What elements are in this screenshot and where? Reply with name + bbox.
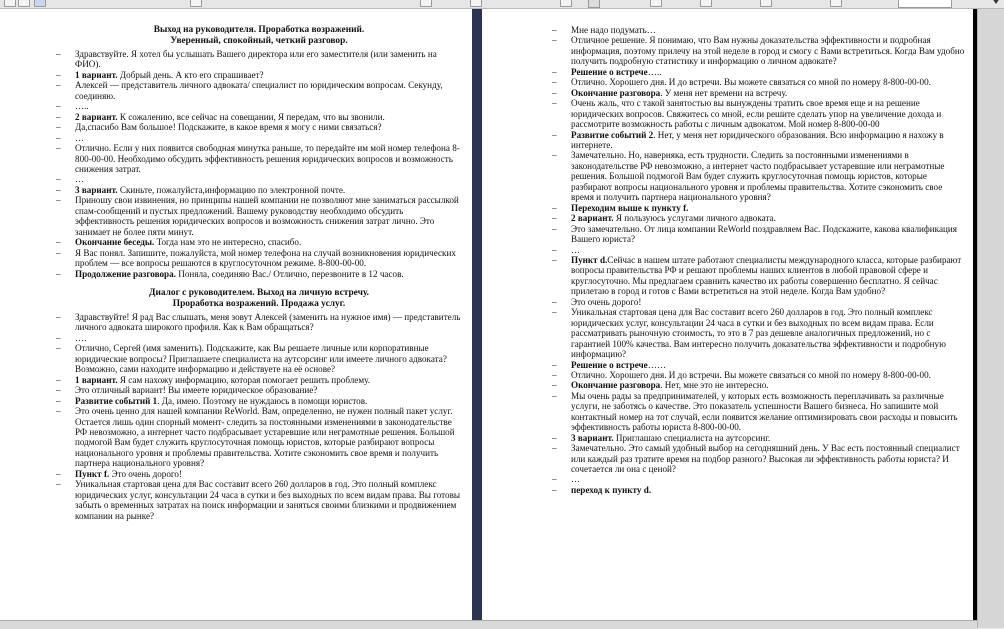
list-item [56, 185, 462, 195]
item-text: Здравствуйте. Я хотел бы услышать Вашего директора или его заместителя (или заменить на ФИО). [75, 49, 437, 70]
item-text: … [571, 244, 581, 255]
list-item [552, 255, 967, 297]
item-text: …. [75, 332, 87, 343]
list-item [552, 130, 967, 151]
page-gap [472, 9, 482, 629]
list-item [552, 485, 967, 495]
list-item [552, 25, 967, 35]
item-text: Отлично. Хорошего дня. И до встречи. Вы можете связаться со мной по номеру 8-800-00-00. [571, 369, 931, 380]
item-text: …… [647, 359, 666, 370]
item-text: Это очень ценно для нашей компании ReWorld. Вам, определенно, не нужен полный пакет услуг. Остается лишь один спорный момент- следить за постоянными изменениями в законодательстве РФ невозможно, а интернет часто подбрасывает устаревшие или неграмотные решения. Большой подмогой Вам будет служить круглосуточная помощь юристов, которые разбирают вопросы национального уровня и проблемы правительства. Хотите сэкономить свое время и получить партнера национального уровня? [75, 406, 455, 469]
item-text: … [571, 474, 581, 485]
item-text: ….. [647, 66, 662, 77]
item-text: … [75, 174, 85, 185]
list-item [56, 174, 462, 184]
item-text: Приглашаю специалиста на аутсорсинг. [613, 432, 771, 443]
heading-line: Уверенный, спокойный, четкий разговор. [170, 36, 348, 46]
zoom-field[interactable] [898, 0, 952, 8]
item-text: Отличное решение. Я понимаю, что Вам нужны доказательства эффективности и подробная информация, поэтому прилечу на этой неделе в город и смогу с Вами встретиться. Когда Вам удобно получить подробную статистику и информацию о личном адвокате? [571, 35, 965, 67]
item-text: Скиньте, пожалуйста,информацию по электронной почте. [117, 184, 346, 195]
item-label: Окончание разговора [571, 87, 661, 98]
dialogue-list-3 [552, 25, 967, 495]
list-item [56, 469, 462, 479]
item-label: 2 вариант. [571, 213, 614, 224]
item-label: Развитие событий 1 [75, 395, 158, 406]
list-item [552, 150, 967, 202]
list-item [552, 307, 967, 359]
list-item [56, 333, 462, 343]
item-text: Поняла, соединяю Вас./ Отлично, перезвоните в 12 часов. [175, 268, 404, 279]
item-label: 3 вариант. [571, 432, 614, 443]
toolbar-button[interactable] [470, 0, 482, 7]
item-label: Продолжение разговора. [75, 268, 176, 279]
item-label: Окончание беседы. [75, 237, 155, 248]
item-text: Приношу свои извинения, но принципы нашей компании не позволяют мне заниматься рассылкой спам-сообщений и пустых предложений. Вашему руководству необходимо обсудить эффективность решения юридических вопросов и возможность снижения затрат лично. Это занимает не более пяти минут. [75, 195, 459, 237]
list-item [56, 269, 462, 279]
toolbar-button[interactable] [420, 0, 432, 7]
item-text: Мы очень рады за предпринимателей, у которых есть возможность переплачивать за различные услуги, не заботясь о качестве. Это показатель успешности Вашего бизнеса. Но запишите мой контактный номер на тот случай, если появится желание оптимизировать свои расходы и повысить эффективность работы юриста 8-800-00-00. [571, 390, 958, 433]
dropdown-button[interactable] [588, 0, 600, 8]
heading-line: Диалог с руководителем. Выход на личную встречу. [149, 287, 369, 298]
section-heading-2 [56, 288, 462, 310]
list-item [56, 375, 462, 385]
list-item [56, 248, 462, 269]
list-item [56, 122, 462, 132]
list-item [56, 385, 462, 395]
item-text: Алексей — представитель личного адвоката/ специалист по юридическим вопросам. Секунду, соединяю. [75, 80, 443, 101]
list-item [552, 98, 967, 129]
item-text: . У меня нет времени на встречу. [660, 87, 788, 98]
item-label: переход к пункту d. [571, 484, 652, 495]
document-page-right [482, 9, 973, 620]
item-label: Пункт f. [75, 468, 110, 479]
chevron-down-icon[interactable] [992, 0, 1000, 4]
list-item [56, 406, 462, 469]
item-label: 1 вариант. [75, 69, 118, 80]
list-item [552, 245, 967, 255]
toolbar-button[interactable] [560, 0, 572, 7]
item-text: … [75, 132, 85, 143]
item-text: Тогда нам это не интересно, спасибо. [154, 237, 302, 248]
section-heading-1 [56, 25, 462, 47]
list-item [552, 213, 967, 223]
item-text: Это очень дорого! [109, 468, 183, 479]
item-text: Да,спасибо Вам большое! Подскажите, в какое время я могу с ними связаться? [75, 122, 382, 133]
list-item [56, 49, 462, 70]
list-item [552, 360, 967, 370]
item-text: Очень жаль, что с такой занятостью вы вынуждены тратить свое время еще и на решение юридических вопросов. Свяжитесь со мной, если решите сделать упор на увеличение дохода и рассмотрите возможность работы с личным адвокатом. Мой номер 8-800-00-00 [571, 98, 942, 130]
item-label: 1 вариант. [75, 374, 118, 385]
item-label: Окончание разговора [571, 380, 661, 391]
list-item [56, 396, 462, 406]
list-item [552, 443, 967, 474]
item-text: Я сам нахожу информацию, которая помогает решить проблему. [117, 374, 371, 385]
item-text: Здравствуйте! Я рад Вас слышать, меня зовут Алексей (заменить на нужное имя) — представитель личного адвоката широкого профиля. Как к Вам обращаться? [75, 311, 461, 333]
list-item [56, 101, 462, 111]
list-item [552, 370, 967, 380]
item-text: ….. [75, 101, 89, 112]
list-item [552, 77, 967, 87]
item-text: Уникальная стартовая цена для Вас составит всего 260 долларов в год. Это полный комплекс юридических услуг, консультации 24 часа в сутки и без выходных по всем видам права. Если рассматривать рыночную стоимость, то это в 7 раз дешевле аналогичных предложений, но с гарантией 100% качества. Вам интересно получить доказательства эффективности и подробную информацию? [571, 307, 946, 360]
list-item [56, 479, 462, 521]
item-text: К сожалению, все сейчас на совещании, Я передам, что вы звонили. [117, 111, 385, 122]
item-label: Переходим выше к пункту f. [571, 202, 689, 213]
list-item [56, 133, 462, 143]
list-item [552, 380, 967, 390]
list-item [56, 143, 462, 174]
list-item [552, 391, 967, 433]
list-item [56, 195, 462, 237]
list-item [56, 312, 462, 333]
item-text: Добрый день. А кто его спрашивает? [117, 69, 264, 80]
item-text: Сейчас в нашем штате работают специалисты международного класса, которые разбирают вопросы правительства РФ и решают проблемы наших клиентов в любой правовой сфере и круглосуточно. Мы предлагаем сравнить качество их работы совершенно бесплатно. Я сейчас прилетаю в город и готов с Вами встретиться на этой неделе. Когда Вам удобно? [571, 254, 962, 297]
heading-line: Выход на руководителя. Проработка возражений. [153, 25, 365, 35]
item-text: Отлично, Сергей (имя заменить). Подскажите, как Вы решаете личные или корпоративные юридические вопросы? Приглашаете специалиста на аутсорсинг или имеете личного адвоката? Возможно, сами находите информацию и действуете на её основе? [75, 343, 447, 375]
item-label: Решение о встрече [571, 66, 648, 77]
item-text: Я пользуюсь услугами личного адвоката. [613, 213, 776, 224]
item-label: 2 вариант. [75, 111, 118, 122]
list-item [56, 343, 462, 374]
item-text: Мне надо подумать… [571, 25, 656, 35]
toolbar-button[interactable] [190, 0, 202, 7]
toolbar-button[interactable] [830, 0, 842, 7]
item-label: Пункт d. [571, 254, 608, 265]
item-text: Замечательно. Но, наверняка, есть трудности. Следить за постоянными изменениями в законодательстве РФ невозможно, а интернет часто подбрасывает устаревшие или неграмотные решения. Большой подмогой Вам будет служить круглосуточная помощь юристов, которые разбирают вопросы национального уровня и проблемы правительства. Хотите сэкономить свое время и получить партнера национального уровня? [571, 150, 945, 203]
item-label: Решение о встрече [571, 359, 648, 370]
item-text: Это отличный вариант! Вы имеете юридическое образование? [75, 385, 318, 396]
item-text: . Да, имею. Поэтому не нуждаюсь в помощи юристов. [157, 395, 368, 406]
toolbar-button[interactable] [700, 0, 712, 7]
list-item [552, 297, 967, 307]
toolbar-button[interactable] [18, 0, 30, 7]
item-text: Отлично. Хорошего дня. И до встречи. Вы можете связаться со мной по номеру 8-800-00-00. [571, 77, 931, 88]
item-text: Это замечательно. От лица компании ReWorld поздравляем Вас. Подскажите, какова квалификация Вашего юриста? [571, 223, 957, 245]
list-item [552, 474, 967, 484]
list-item [552, 88, 967, 98]
list-item [56, 237, 462, 247]
list-item [56, 112, 462, 122]
dialogue-list-2 [56, 312, 462, 521]
toolbar [0, 0, 1004, 9]
item-text: . Нет, мне это не интересно. [660, 380, 769, 391]
dialogue-list-1 [56, 49, 462, 279]
item-text: Замечательно. Это самый удобный выбор на сегодняшний день. У Вас есть постоянный специалист или каждый раз тратите время на подбор разного? Высокая ли эффективность работы юриста? И сочетается ли она с ценой? [571, 443, 960, 475]
item-text: Отлично. Если у них появится свободная минутка раньше, то передайте им мой номер телефона 8-800-00-00. Необходимо обсудить эффективность решения юридических вопросов и возможность снижения затрат. [75, 143, 460, 174]
list-item [552, 67, 967, 77]
list-item [552, 433, 967, 443]
heading-line: Проработка возражений. Продажа услуг. [172, 298, 346, 309]
item-label: 3 вариант. [75, 184, 118, 195]
list-item [552, 224, 967, 245]
item-text: Это очень дорого! [571, 296, 642, 307]
vertical-scrollbar[interactable] [977, 9, 1004, 628]
toolbar-button[interactable] [760, 0, 772, 7]
document-page-left [0, 9, 472, 620]
list-item [56, 80, 462, 101]
item-text: Я Вас понял. Запишите, пожалуйста, мой номер телефона на случай возникновения юридических проблем — все вопросы решаются в круглосуточном режиме. 8-800-00-00. [75, 247, 456, 269]
item-label: Развитие событий 2 [571, 129, 654, 140]
toolbar-button[interactable] [650, 0, 662, 7]
item-text: Уникальная стартовая цена для Вас составит всего 260 долларов в год. Это полный комплекс юридических услуг, консультации 24 часа в сутки и без выходных по всем видам права. Вы готовы забыть о временных затратах на поиск информации и заняться своими близкими и продвижением компании на рынке? [75, 479, 461, 521]
list-item [56, 70, 462, 80]
list-item [552, 35, 967, 66]
toolbar-button[interactable] [34, 0, 46, 7]
item-text: . Нет, у меня нет юридического образования. Всю информацию я нахожу в интернете. [571, 129, 944, 150]
toolbar-button[interactable] [4, 0, 16, 7]
list-item [552, 203, 967, 213]
